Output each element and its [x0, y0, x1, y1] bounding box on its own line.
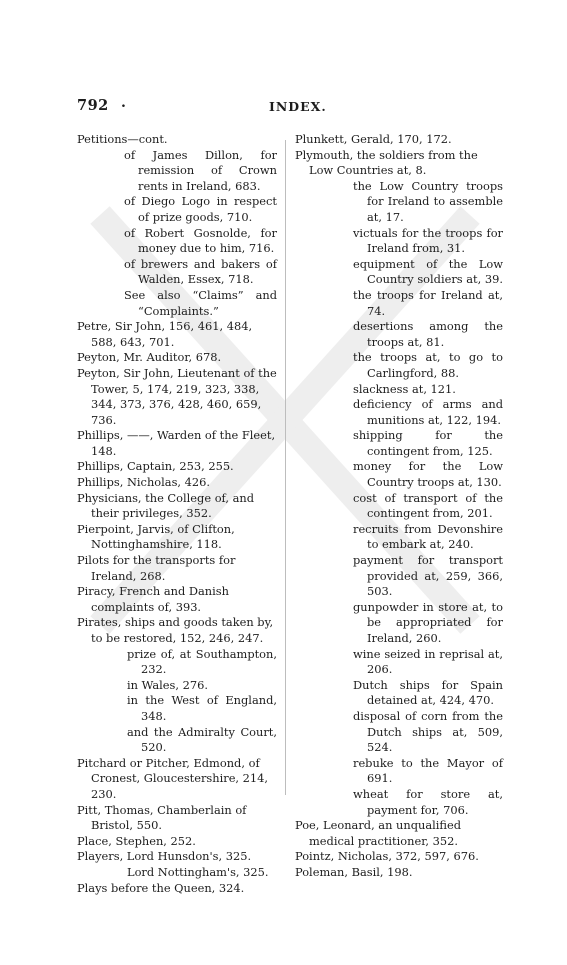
header-dot: . — [121, 95, 126, 111]
index-entry: money for the Low Country troops at, 130. — [353, 459, 503, 490]
index-entry: of James Dillon, for remission of Crown rents in Ireland, 683. — [124, 147, 277, 193]
index-entry: Petitions—cont. — [77, 132, 168, 146]
index-entry: Pilots for the transports for Ireland, 268. — [77, 553, 236, 583]
index-entry: victuals for the troops for Ireland from, 31. — [353, 225, 503, 256]
index-entry: of Diego Logo in respect of prize goods, 710. — [124, 194, 277, 224]
index-entry: in Wales, 276. — [127, 677, 208, 692]
index-entry: gunpowder in store at, to be appropriated for Ireland, 260. — [353, 599, 503, 645]
index-entry: Plays before the Queen, 324. — [77, 880, 245, 895]
index-entry: wine seized in reprisal at, 206. — [353, 646, 503, 677]
page-header — [77, 97, 505, 119]
index-entry: desertions among the troops at, 81. — [353, 319, 503, 349]
index-entry: deficiency of arms and munitions at, 122, 194. — [353, 397, 503, 427]
index-entry: Phillips, Captain, 253, 255. — [77, 459, 234, 474]
index-entry: of Robert Gosnolde, for money due to him, 716. — [124, 225, 277, 256]
index-entry: Plunkett, Gerald, 170, 172. — [295, 132, 452, 146]
index-entry: Peyton, Mr. Auditor, 678. — [77, 350, 222, 365]
index-entry: Physicians, the College of, and their privileges, 352. — [77, 490, 255, 521]
index-entry: the Low Country troops for Ireland to assemble at, 17. — [353, 178, 503, 224]
index-entry: Poe, Leonard, an unqualified medical practitioner, 352. — [295, 818, 462, 848]
index-entry: Piracy, French and Danish complaints of, 393. — [77, 584, 229, 614]
index-entry: Peyton, Sir John, Lieutenant of the Tower, 5, 174, 219, 323, 338, 344, 373, 376, 428, 460, 659, 736. — [77, 365, 277, 427]
running-title: INDEX. — [269, 99, 327, 114]
index-entry: Pirates, ships and goods taken by, to be restored, 152, 246, 247. — [77, 615, 274, 645]
index-entry: the troops at, to go to Carlingford, 88. — [353, 350, 503, 380]
index-entry: cost of transport of the contingent from, 201. — [353, 490, 503, 521]
index-entry: recruits from Devonshire to embark at, 240. — [353, 521, 503, 552]
index-entry: Plymouth, the soldiers from the Low Countries at, 8. — [295, 147, 478, 178]
index-entry: and the Admiralty Court, 520. — [127, 724, 277, 755]
index-entry: Phillips, ——, Warden of the Fleet, 148. — [77, 428, 276, 458]
index-entry: Poleman, Basil, 198. — [295, 864, 413, 879]
index-entry: Pitt, Thomas, Chamberlain of Bristol, 550. — [77, 802, 247, 833]
index-entry: the troops for Ireland at, 74. — [353, 287, 503, 318]
index-entry: of brewers and bakers of Walden, Essex, 718. — [124, 256, 277, 287]
index-entry: wheat for store at, payment for, 706. — [353, 786, 503, 817]
column-divider — [285, 140, 286, 795]
index-entry: See also “Claims” and “Complaints.” — [124, 287, 277, 318]
index-entry: Pitchard or Pitcher, Edmond, of Cronest, Gloucestershire, 214, 230. — [77, 755, 269, 801]
index-column-left — [77, 132, 277, 896]
index-entry: Players, Lord Hunsdon's, 325. — [77, 849, 252, 864]
index-entry: slackness at, 121. — [353, 381, 456, 396]
index-column-right — [295, 132, 503, 881]
index-entry: shipping for the contingent from, 125. — [353, 428, 503, 458]
index-entry: prize of, at Southampton, 232. — [127, 646, 277, 677]
index-entry: Petre, Sir John, 156, 461, 484, 588, 643, 701. — [77, 319, 253, 349]
index-entry: Dutch ships for Spain detained at, 424, 470. — [353, 677, 503, 708]
index-entry: Pointz, Nicholas, 372, 597, 676. — [295, 849, 479, 864]
page-number: 792 — [77, 97, 109, 114]
index-entry: disposal of corn from the Dutch ships at, 509, 524. — [353, 708, 503, 755]
index-entry: Pierpoint, Jarvis, of Clifton, Nottinghamshire, 118. — [77, 521, 235, 552]
index-entry: Phillips, Nicholas, 426. — [77, 475, 211, 490]
index-entry: equipment of the Low Country soldiers at, 39. — [353, 256, 503, 287]
index-entry: rebuke to the Mayor of 691. — [353, 755, 503, 786]
index-entry: in the West of England, 348. — [127, 693, 277, 723]
index-entry: payment for transport provided at, 259, 366, 503. — [353, 553, 503, 599]
index-entry: Place, Stephen, 252. — [77, 833, 196, 848]
index-entry: Lord Nottingham's, 325. — [127, 864, 269, 879]
